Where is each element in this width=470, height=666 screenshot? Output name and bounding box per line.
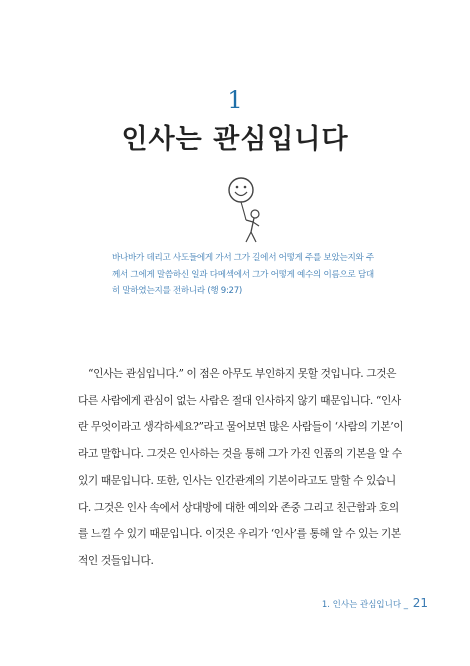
running-title: 1. 인사는 관심입니다 (321, 600, 402, 610)
bible-verse (112, 250, 392, 300)
page-number: 21 (412, 596, 428, 610)
body-line: 를 느낄 수 있기 때문입니다. 이것은 우리가 ‘인사’를 통해 알 수 있는 기본 (78, 527, 401, 541)
body-line: 다. 그것은 인사 속에서 상대방에 대한 예의와 존중 그리고 친근함과 호의 (78, 500, 399, 514)
body-paragraph (78, 361, 418, 575)
page-footer (322, 596, 428, 610)
chapter-title: 인사는 관심입니다 (121, 124, 349, 155)
verse-line: 께서 그에게 말씀하신 일과 다메섹에서 그가 어떻게 예수의 이름으로 담대 (112, 269, 374, 280)
footer-separator: _ (403, 600, 409, 610)
smiley-balloon-person-icon (222, 174, 272, 246)
body-line: 라고 말합니다. 그것은 인사하는 것을 통해 그가 가진 인품의 기본을 알 수 (78, 447, 402, 461)
body-line: 적인 것들입니다. (78, 553, 154, 567)
chapter-number: 1 (227, 86, 243, 114)
body-line: 다른 사람에게 관심이 없는 사람은 절대 인사하지 않기 때문입니다. “인사 (78, 393, 401, 407)
verse-line: 바나바가 데리고 사도들에게 가서 그가 길에서 어떻게 주를 보았는지와 주 (112, 253, 374, 263)
body-line: “인사는 관심입니다.” 이 점은 아무도 부인하지 못할 것입니다. 그것은 (88, 367, 397, 380)
verse-line: 히 말하였는지를 전하니라 (행 9:27) (112, 286, 242, 296)
body-line: 란 무엇이라고 생각하세요?”라고 물어보면 많은 사람들이 ‘사람의 기본’이 (78, 420, 404, 434)
body-line: 있기 때문입니다. 또한, 인사는 인간관계의 기본이라고도 말할 수 있습니 (78, 473, 396, 487)
